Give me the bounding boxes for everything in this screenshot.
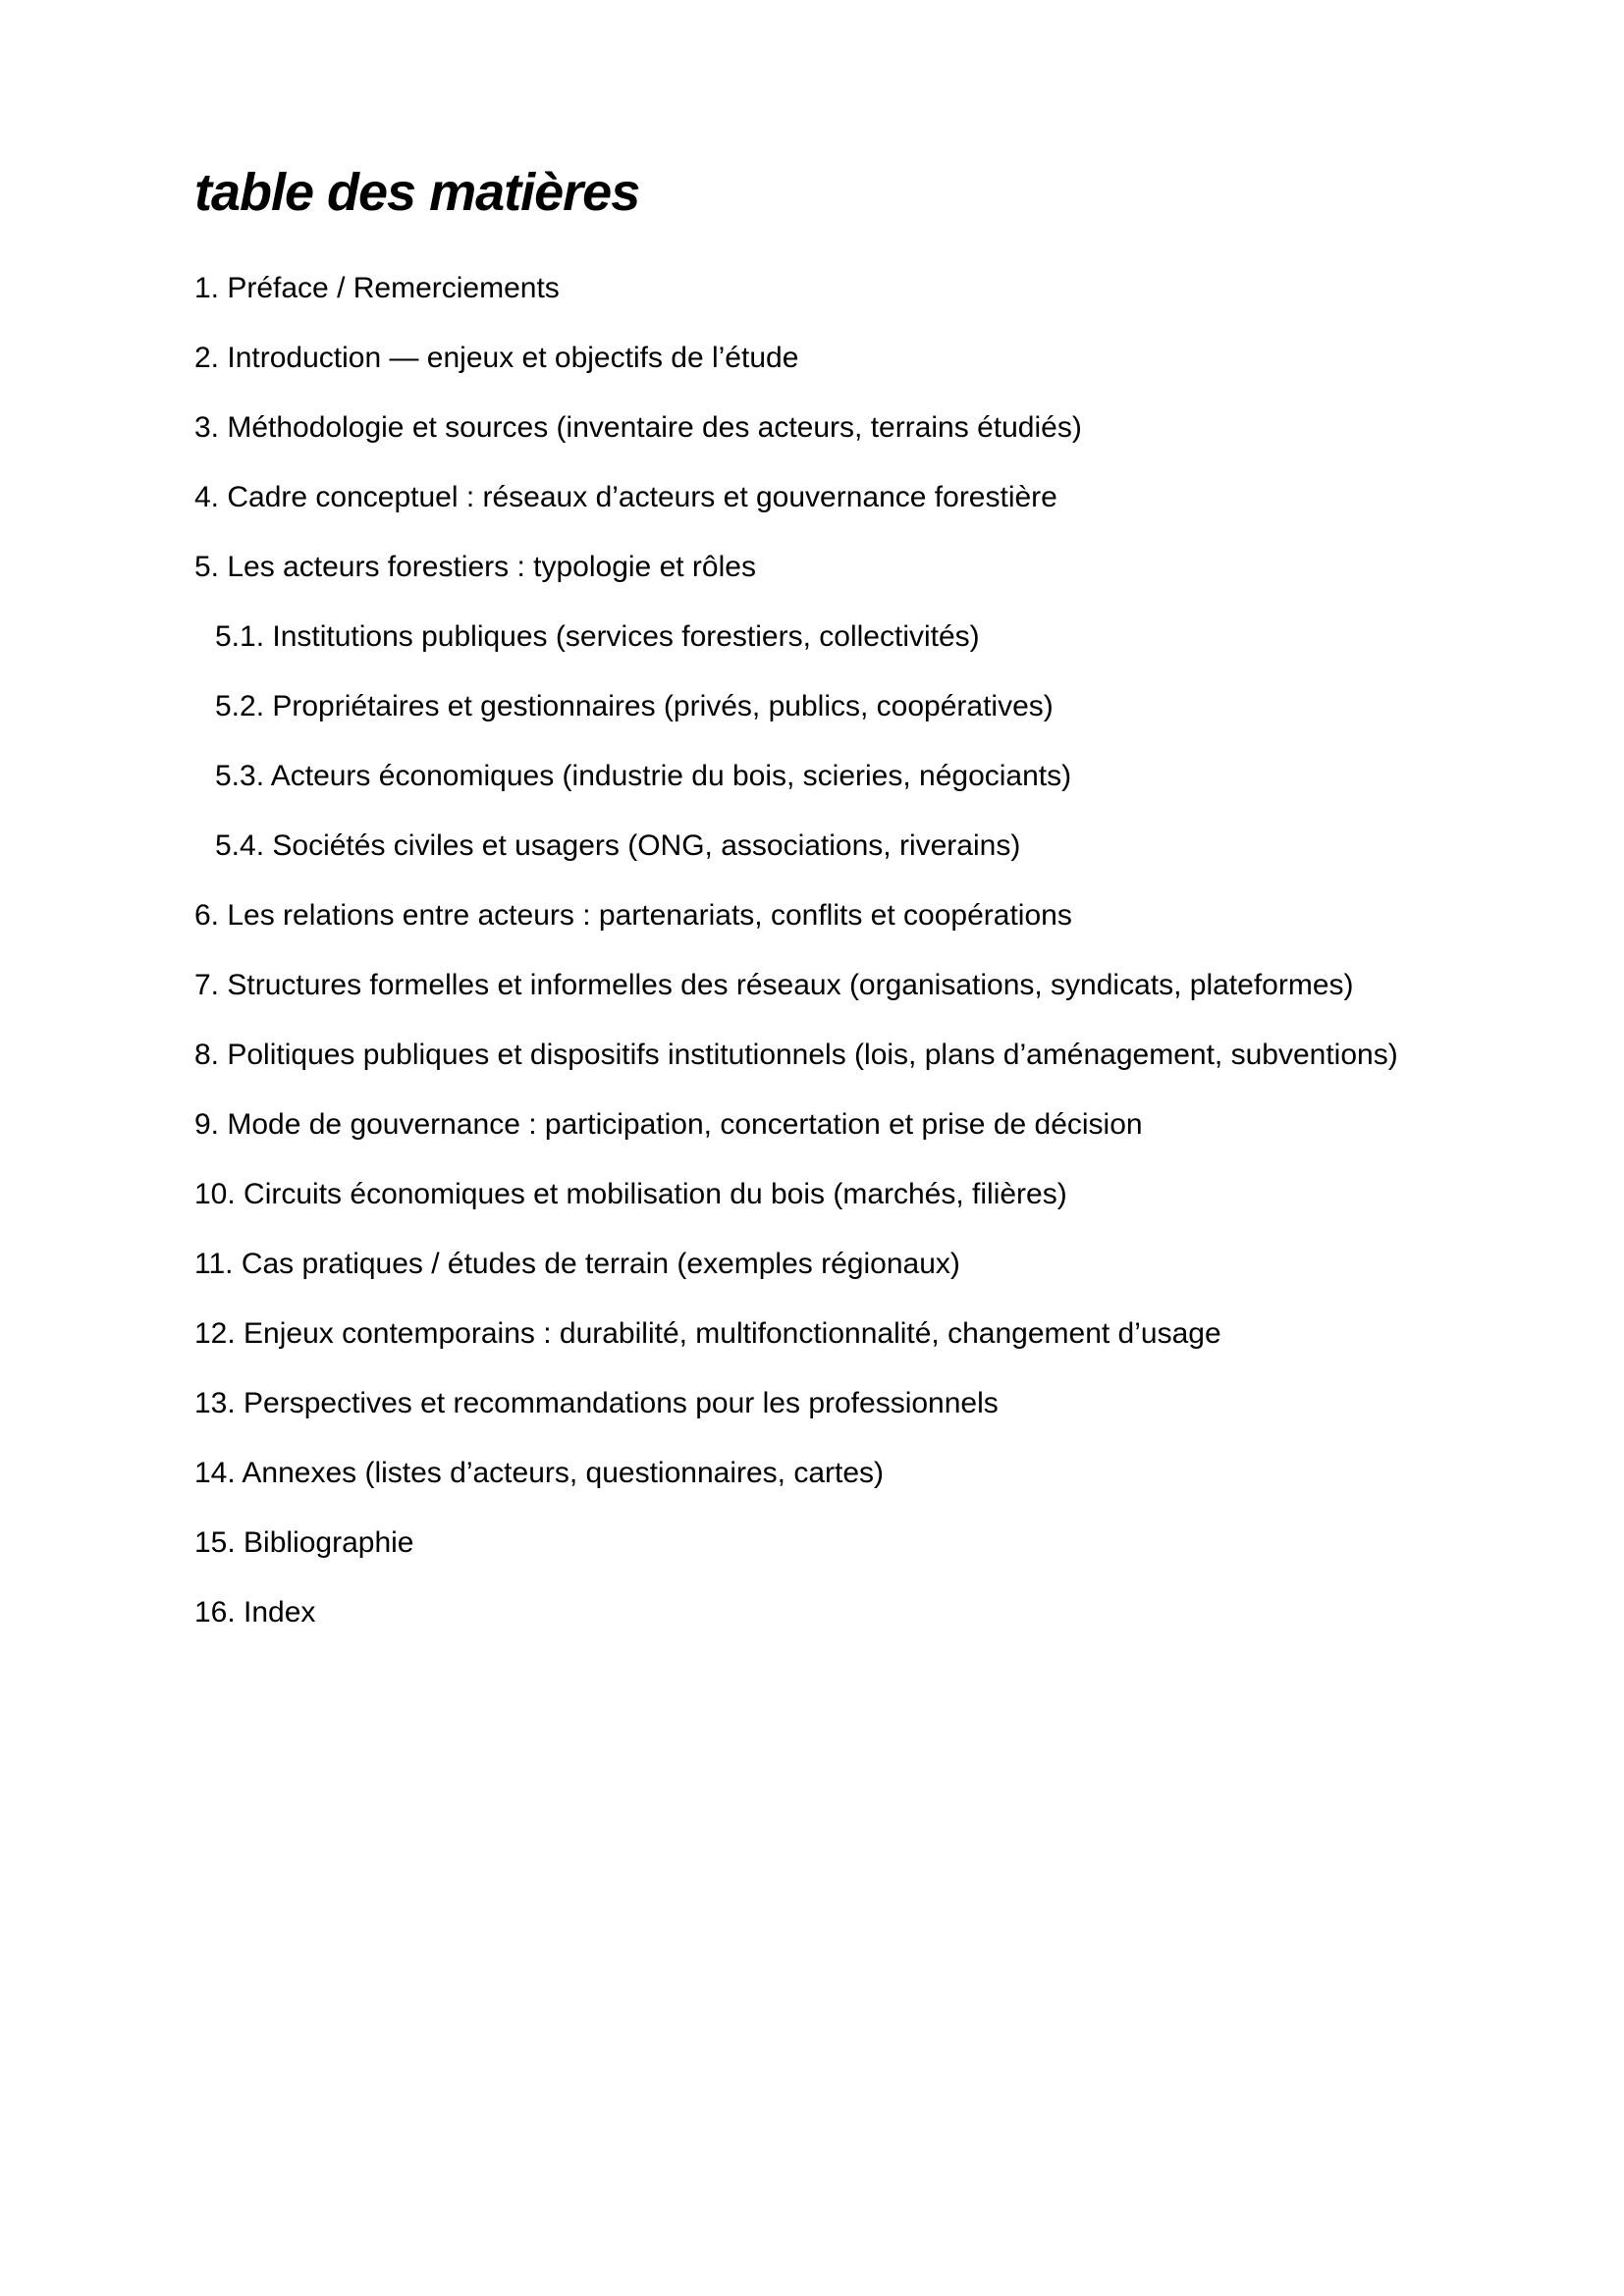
toc-item: 11. Cas pratiques / études de terrain (exemples régionaux) bbox=[194, 1248, 960, 1280]
toc-item: 4. Cadre conceptuel : réseaux d’acteurs et gouvernance forestière bbox=[194, 481, 1057, 513]
toc-item: 15. Bibliographie bbox=[194, 1526, 414, 1559]
toc-item: 7. Structures formelles et informelles des réseaux (organisations, syndicats, plateformes) bbox=[194, 969, 1354, 1001]
toc-item: 10. Circuits économiques et mobilisation du bois (marchés, filières) bbox=[194, 1178, 1067, 1210]
toc-item: 8. Politiques publiques et dispositifs institutionnels (lois, plans d’aménagement, subventions) bbox=[194, 1039, 1398, 1071]
toc-item: 1. Préface / Remerciements bbox=[194, 272, 560, 304]
toc-item: 3. Méthodologie et sources (inventaire des acteurs, terrains étudiés) bbox=[194, 411, 1082, 444]
toc-item: 5. Les acteurs forestiers : typologie et rôles bbox=[194, 551, 756, 583]
toc-item: 16. Index bbox=[194, 1596, 316, 1629]
toc-item: 5.4. Sociétés civiles et usagers (ONG, associations, riverains) bbox=[215, 829, 1021, 862]
table-of-contents bbox=[194, 272, 1477, 1629]
toc-item: 5.1. Institutions publiques (services forestiers, collectivités) bbox=[215, 620, 980, 653]
page-title: table des matières bbox=[194, 163, 640, 222]
toc-item: 14. Annexes (listes d’acteurs, questionnaires, cartes) bbox=[194, 1457, 885, 1489]
toc-item: 6. Les relations entre acteurs : partenariats, conflits et coopérations bbox=[194, 899, 1072, 932]
toc-item: 12. Enjeux contemporains : durabilité, multifonctionnalité, changement d’usage bbox=[194, 1317, 1221, 1350]
toc-item: 5.2. Propriétaires et gestionnaires (privés, publics, coopératives) bbox=[215, 690, 1054, 722]
toc-item: 5.3. Acteurs économiques (industrie du bois, scieries, négociants) bbox=[215, 760, 1072, 792]
toc-item: 2. Introduction — enjeux et objectifs de l’étude bbox=[194, 342, 799, 374]
toc-item: 13. Perspectives et recommandations pour les professionnels bbox=[194, 1387, 999, 1419]
toc-item: 9. Mode de gouvernance : participation, concertation et prise de décision bbox=[194, 1108, 1143, 1141]
